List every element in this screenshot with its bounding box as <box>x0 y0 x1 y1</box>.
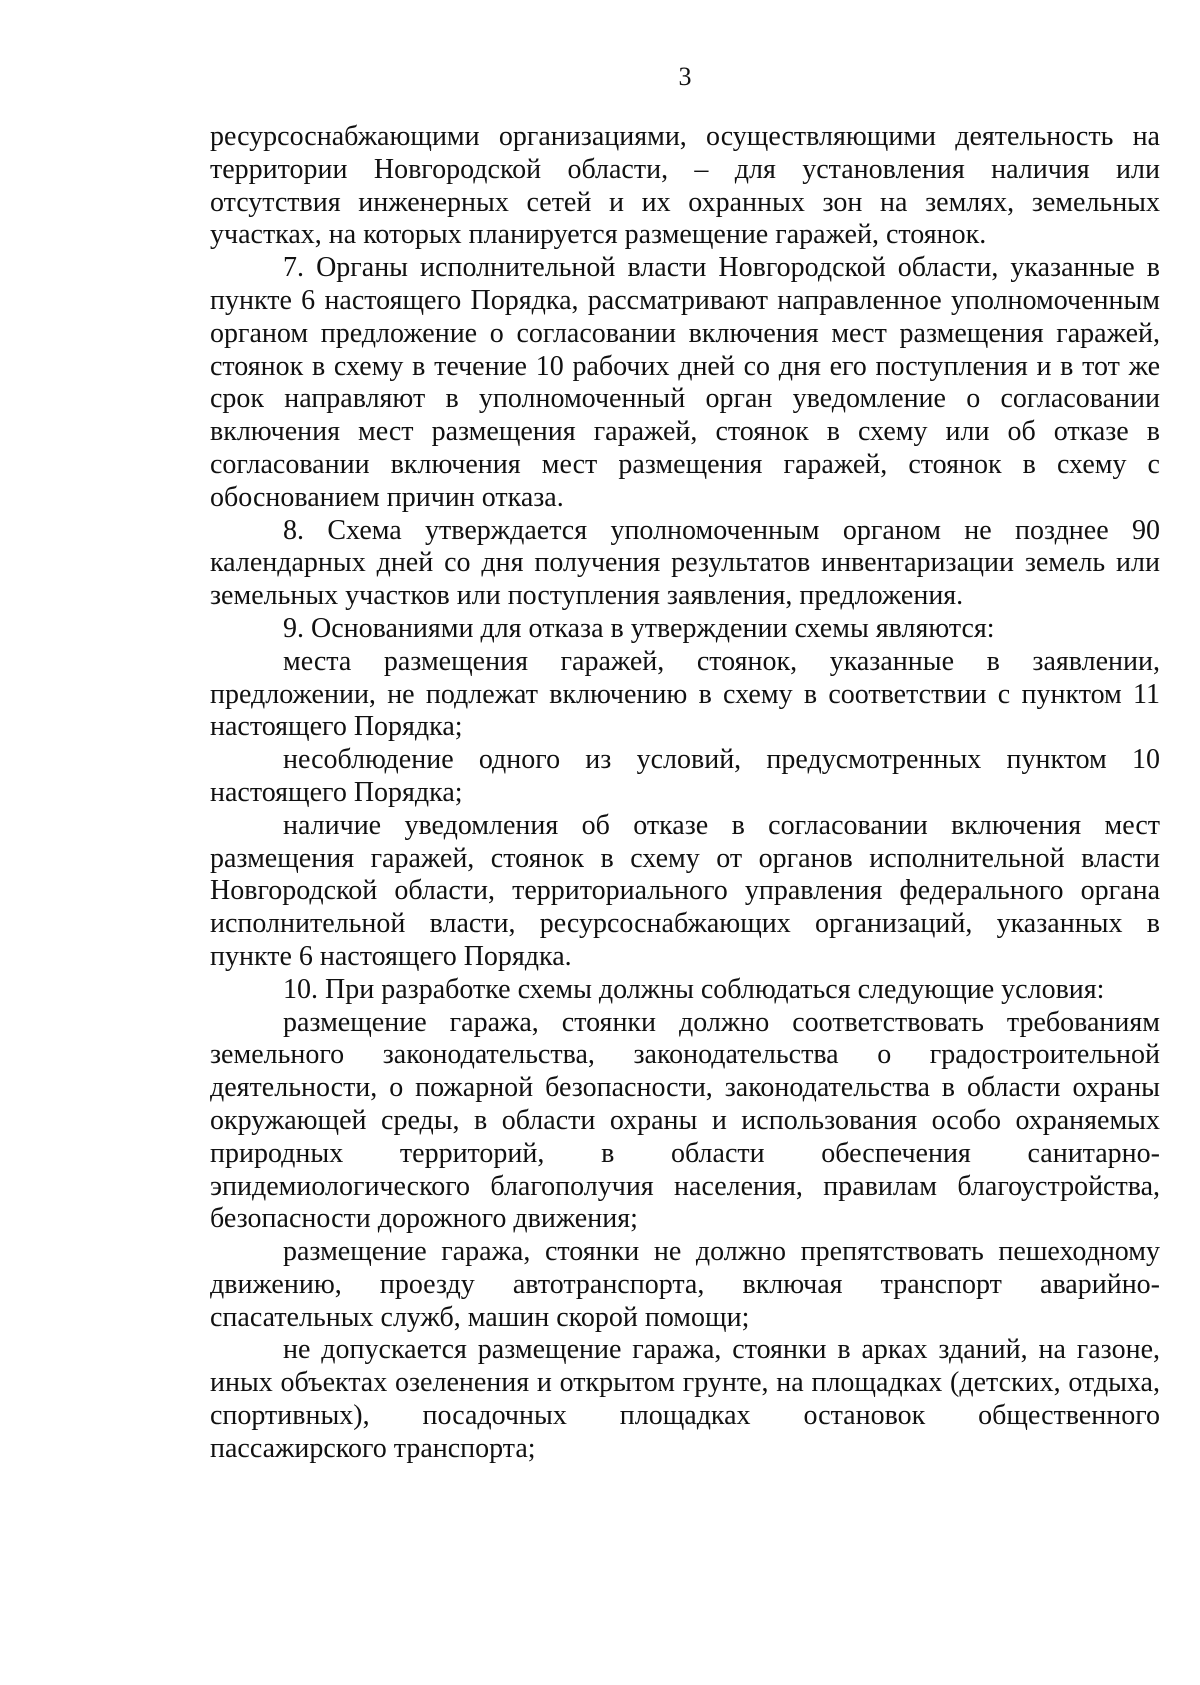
paragraph-item-10-condition-1: размещение гаража, стоянки должно соответствовать требованиям земельного законодательства, законодательства о градостроительной деятельности, о пожарной безопасности, законодательства в области охраны окружающей среды, в области охраны и использования особо охраняемых природных территорий, в области обеспечения санитарно-эпидемиологического благополучия населения, правилам благоустройства, безопасности дорожного движения; <box>210 1006 1160 1235</box>
paragraph-item-9-ground-3: наличие уведомления об отказе в согласовании включения мест размещения гаражей, стоянок в схему от органов исполнительной власти Новгородской области, территориального управления федерального органа исполнительной власти, ресурсоснабжающих организаций, указанных в пункте 6 настоящего Порядка. <box>210 809 1160 972</box>
paragraph-item-10-condition-2: размещение гаража, стоянки не должно препятствовать пешеходному движению, проезду автотранспорта, включая транспорт аварийно-спасательных служб, машин скорой помощи; <box>210 1236 1160 1333</box>
paragraph-item-8: 8. Схема утверждается уполномоченным органом не позднее 90 календарных дней со дня получения результатов инвентаризации земель или земельных участков или поступления заявления, предложения. <box>210 514 1160 612</box>
paragraph-item-9-ground-2: несоблюдение одного из условий, предусмотренных пунктом 10 настоящего Порядка; <box>210 744 1160 808</box>
paragraph-continuation: ресурсоснабжающими организациями, осуществляющими деятельность на территории Новгородской области, – для установления наличия или отсутствия инженерных сетей и их охранных зон на землях, земельных участках, на которых планируется размещение гаражей, стоянок. <box>210 121 1160 251</box>
paragraph-item-7: 7. Органы исполнительной власти Новгородской области, указанные в пункте 6 настоящего Порядка, рассматривают направленное уполномоченным органом предложение о согласовании включения мест размещения гаражей, стоянок в схему в течение 10 рабочих дней со дня его поступления и в тот же срок направляют в уполномоченный орган уведомление о согласовании включения мест размещения гаражей, стоянок в схему или об отказе в согласовании включения мест размещения гаражей, стоянок в схему с обоснованием причин отказа. <box>210 252 1160 513</box>
page-number: 3 <box>678 62 692 91</box>
paragraph-item-10-condition-3: не допускается размещение гаража, стоянки в арках зданий, на газоне, иных объектах озеленения и открытом грунте, на площадках (детских, отдыха, спортивных), посадочных площадках остановок общественного пассажирского транспорта; <box>210 1334 1160 1464</box>
paragraph-item-9-ground-1: места размещения гаражей, стоянок, указанные в заявлении, предложении, не подлежат включению в схему в соответствии с пунктом 11 настоящего Порядка; <box>210 645 1160 743</box>
paragraph-item-9: 9. Основаниями для отказа в утверждении схемы являются: <box>283 612 995 644</box>
paragraph-item-10: 10. При разработке схемы должны соблюдаться следующие условия: <box>283 973 1105 1005</box>
document-body <box>210 121 1160 1466</box>
